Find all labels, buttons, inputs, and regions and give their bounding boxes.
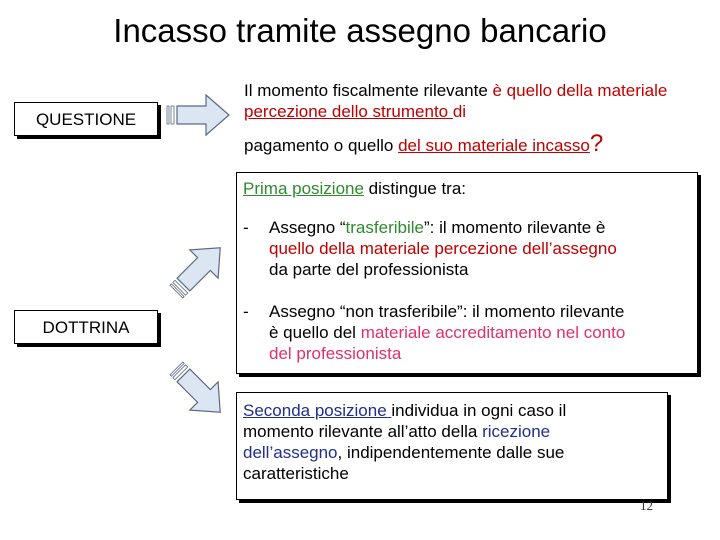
right-arrow-icon — [166, 93, 232, 137]
prima-posizione-panel — [236, 172, 698, 374]
seconda-l4: caratteristiche — [243, 464, 349, 483]
dottrina-box — [14, 310, 158, 344]
prima-posizione-title: Prima posizione — [243, 179, 364, 198]
item1-a: Assegno “ — [269, 218, 346, 237]
item1-b: trasferibile — [345, 218, 424, 237]
item1-c: ”: il momento rilevante è — [423, 218, 606, 237]
questione-p2: è quello della materiale — [492, 81, 668, 100]
item2-b2: materiale accreditamento nel conto — [360, 323, 626, 342]
questione-p3: percezione dello strumento — [244, 102, 453, 121]
item2-b1: è quello del — [269, 323, 361, 342]
seconda-posizione-panel — [236, 392, 668, 500]
questione-p4: di — [452, 102, 467, 121]
seconda-posizione-text — [243, 400, 663, 484]
item2-a: Assegno “non trasferibile”: il momento rilevante — [269, 302, 625, 321]
diagonal-up-arrow-icon — [166, 238, 232, 300]
seconda-l3b: , indipendentemente dalle sue — [337, 443, 565, 462]
questione-label: QUESTIONE — [35, 110, 137, 129]
prima-posizione-heading — [243, 178, 466, 199]
seconda-posizione-title: Seconda posizione — [243, 401, 392, 420]
item1-line3: da parte del professionista — [269, 260, 469, 279]
questione-box — [14, 102, 158, 136]
item2-line3: del professionista — [269, 344, 402, 363]
seconda-l2a: momento rilevante all’atto della — [243, 422, 483, 441]
questione-text — [244, 80, 714, 158]
questione-p1: Il momento fiscalmente rilevante — [244, 81, 493, 100]
dottrina-label: DOTTRINA — [42, 318, 130, 337]
seconda-l3a: dell’assegno — [243, 443, 338, 462]
slide-title: Incasso tramite assegno bancario — [113, 12, 607, 49]
seconda-l2b: ricezione — [482, 422, 551, 441]
item1-line2: quello della materiale percezione dell’assegno — [269, 239, 617, 258]
questione-p5: pagamento o quello — [244, 136, 399, 155]
seconda-l1rest: individua in ogni caso il — [391, 401, 567, 420]
questione-p7: ? — [589, 130, 604, 157]
questione-p6: del suo materiale incasso — [398, 136, 590, 155]
prima-posizione-rest: distingue tra: — [363, 179, 467, 198]
list-dash: - — [243, 302, 249, 321]
diagonal-down-arrow-icon — [166, 360, 232, 422]
page-number: 12 — [640, 498, 653, 513]
list-dash: - — [243, 218, 249, 237]
